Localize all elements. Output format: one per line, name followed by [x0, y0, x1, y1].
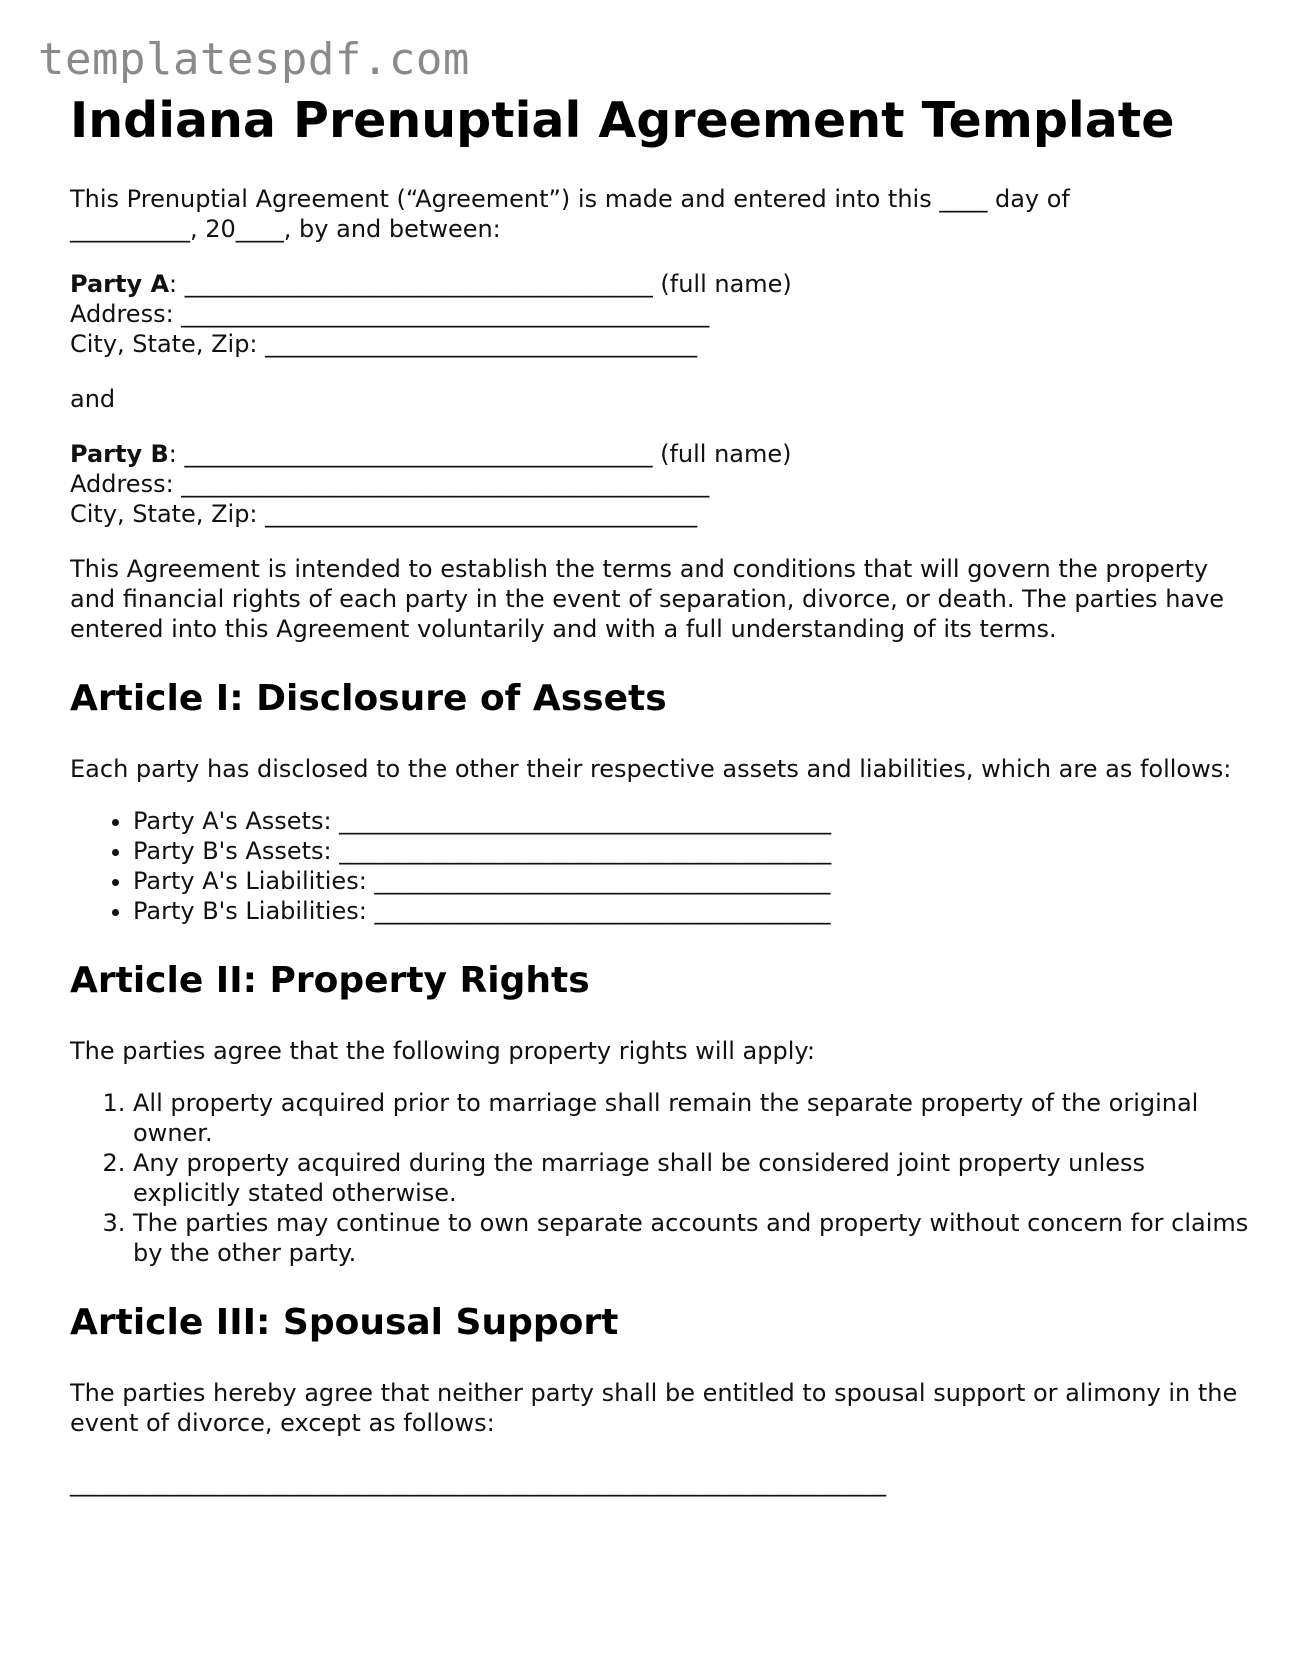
party-b-address-line: Address: ____________________________________________ [70, 469, 710, 498]
article-1-text: Each party has disclosed to the other their respective assets and liabilities, which are as follows: [70, 754, 1232, 783]
list-item: • Party B's Assets: _________________________________________ [133, 836, 1250, 866]
list-item: 3. The parties may continue to own separate accounts and property without concern for claims by the other party. [133, 1208, 1250, 1268]
list-item: • Party A's Liabilities: ______________________________________ [133, 866, 1250, 896]
intro-line-1: This Prenuptial Agreement (“Agreement”) is made and entered into this ____ day of [70, 184, 1070, 213]
list-item: • Party B's Liabilities: ______________________________________ [133, 896, 1250, 926]
article-1-heading: Article I: Disclosure of Assets [70, 677, 667, 719]
party-b-label: Party B [70, 439, 169, 468]
list-item: • Party A's Assets: _________________________________________ [133, 806, 1250, 836]
party-a-address-line: Address: ____________________________________________ [70, 299, 710, 328]
party-b-name-line [70, 439, 1250, 469]
party-a-block [70, 269, 1250, 359]
watermark: templatespdf.com [38, 34, 470, 85]
party-b-name-field: : _______________________________________ (full name) [168, 439, 792, 468]
intro-line-2: __________, 20____, by and between: [70, 214, 501, 243]
article-1-list [70, 806, 1250, 926]
party-a-name-line [70, 269, 1250, 299]
spousal-support-blank-line: ____________________________________________________________________ [70, 1469, 886, 1498]
party-b-block [70, 439, 1250, 529]
intro-paragraph [70, 184, 1250, 244]
party-a-label: Party A [70, 269, 170, 298]
party-b-city-line: City, State, Zip: ____________________________________ [70, 499, 698, 528]
list-item: 2. Any property acquired during the marriage shall be considered joint property unless explicitly stated otherwise. [133, 1148, 1250, 1208]
document-title: Indiana Prenuptial Agreement Template [70, 92, 1175, 149]
list-item: 1. All property acquired prior to marriage shall remain the separate property of the original owner. [133, 1088, 1250, 1148]
party-a-name-field: : _______________________________________ (full name) [169, 269, 792, 298]
purpose-paragraph: This Agreement is intended to establish the terms and conditions that will govern the property and financial rights of each party in the event of separation, divorce, or death. The parties have entered into this Agreement voluntarily and with a full understanding of its terms. [70, 554, 1225, 643]
connector-and: and [70, 384, 116, 413]
article-3-text: The parties hereby agree that neither party shall be entitled to spousal support or alimony in the event of divorce, except as follows: [70, 1379, 1238, 1438]
article-2-list [70, 1088, 1250, 1268]
article-3-heading: Article III: Spousal Support [70, 1302, 619, 1344]
document-page [70, 92, 1250, 1498]
article-2-heading: Article II: Property Rights [70, 959, 590, 1001]
article-2-text: The parties agree that the following property rights will apply: [70, 1037, 815, 1066]
party-a-city-line: City, State, Zip: ____________________________________ [70, 329, 698, 358]
